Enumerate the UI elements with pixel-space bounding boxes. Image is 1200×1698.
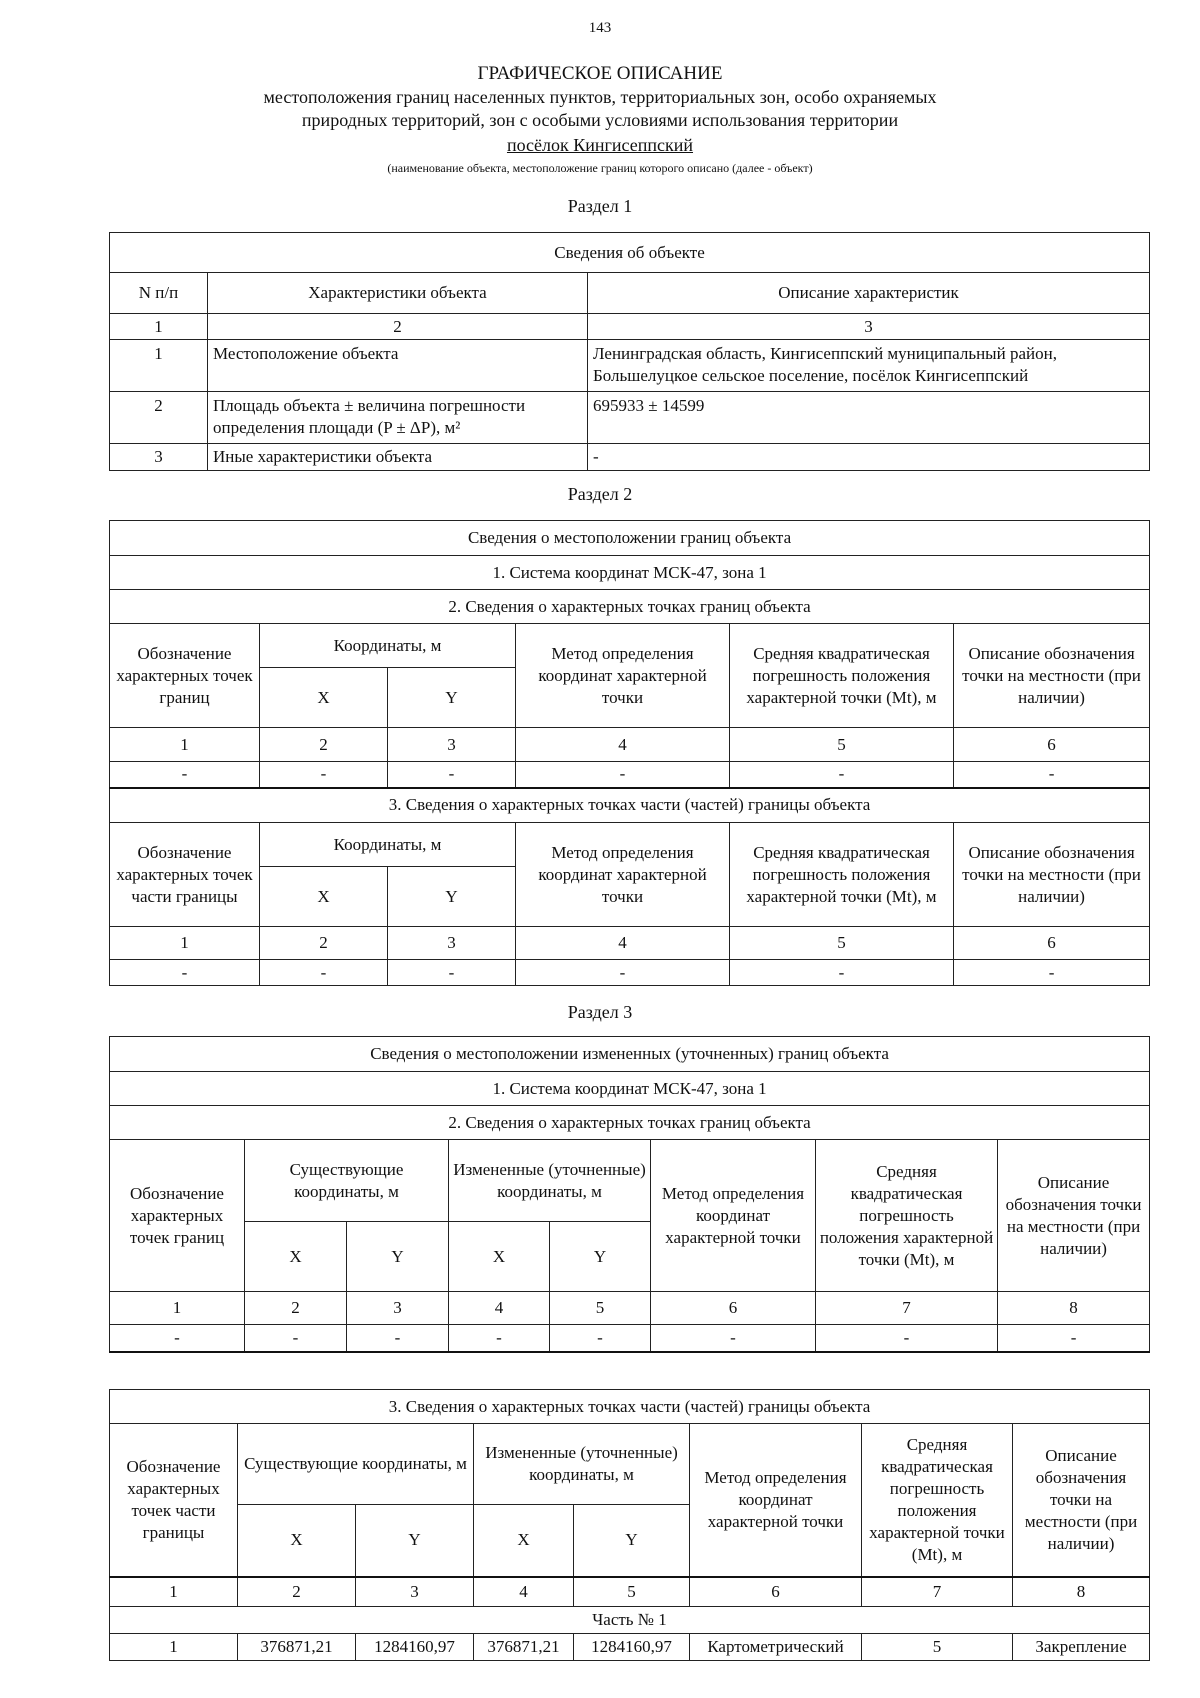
method-header: Метод определения координат характерной точки — [651, 1140, 816, 1292]
row-characteristic: Местоположение объекта — [208, 340, 588, 392]
column-number: 5 — [730, 728, 954, 762]
empty-cell: - — [550, 1325, 651, 1352]
column-number: 5 — [574, 1577, 690, 1607]
empty-cell: - — [516, 762, 730, 788]
column-number: 2 — [238, 1577, 356, 1607]
column-number: 6 — [651, 1292, 816, 1325]
changed-y: 1284160,97 — [574, 1634, 690, 1661]
column-number: 8 — [1013, 1577, 1150, 1607]
points-title: 2. Сведения о характерных точках границ объекта — [110, 1106, 1150, 1140]
document-header — [0, 62, 1200, 176]
x-header: X — [238, 1505, 356, 1577]
y-header: Y — [574, 1505, 690, 1577]
column-header: Описание характеристик — [588, 273, 1150, 314]
table-title: Сведения о местоположении измененных (уточненных) границ объекта — [110, 1037, 1150, 1072]
changed-coordinates-header: Измененные (уточненные) координаты, м — [474, 1424, 690, 1505]
designation-header: Обозначение характерных точек части границы — [110, 1424, 238, 1577]
row-description: Ленинградская область, Кингисеппский муниципальный район, Большелуцкое сельское поселение, посёлок Кингисеппский — [588, 340, 1150, 392]
empty-cell: - — [110, 762, 260, 788]
column-number: 4 — [474, 1577, 574, 1607]
method-value: Картометрический — [690, 1634, 862, 1661]
column-number: 3 — [356, 1577, 474, 1607]
empty-cell: - — [110, 1325, 245, 1352]
column-number: 4 — [516, 927, 730, 960]
object-note: (наименование объекта, местоположение границ которого описано (далее - объект) — [387, 161, 813, 175]
empty-cell: - — [449, 1325, 550, 1352]
page-number: 143 — [588, 20, 612, 36]
document-title: ГРАФИЧЕСКОЕ ОПИСАНИЕ — [477, 63, 723, 84]
changed-x: 376871,21 — [474, 1634, 574, 1661]
coordinates-header: Координаты, м — [260, 624, 516, 668]
parts-title: 3. Сведения о характерных точках части (частей) границы объекта — [110, 1390, 1150, 1424]
description-header: Описание обозначения точки на местности (при наличии) — [954, 624, 1150, 728]
column-number: 3 — [588, 314, 1150, 340]
row-description: - — [588, 444, 1150, 471]
section-1-label: Раздел 1 — [567, 196, 633, 216]
table-row — [110, 960, 1150, 986]
designation-header: Обозначение характерных точек части границы — [110, 823, 260, 927]
column-number: 2 — [245, 1292, 347, 1325]
column-number: 6 — [954, 728, 1150, 762]
column-header: N п/п — [110, 273, 208, 314]
column-number: 2 — [260, 728, 388, 762]
changed-boundary-table — [109, 1036, 1150, 1353]
column-number: 2 — [260, 927, 388, 960]
column-number: 7 — [816, 1292, 998, 1325]
column-number: 5 — [730, 927, 954, 960]
boundary-location-table — [109, 520, 1150, 986]
designation-header: Обозначение характерных точек границ — [110, 1140, 245, 1292]
parts-title: 3. Сведения о характерных точках части (частей) границы объекта — [110, 788, 1150, 823]
row-description: 695933 ± 14599 — [588, 392, 1150, 444]
changed-parts-table — [109, 1389, 1150, 1661]
x-header: X — [449, 1222, 550, 1292]
table-row — [110, 392, 1150, 444]
method-header: Метод определения координат характерной точки — [516, 624, 730, 728]
error-header: Средняя квадратическая погрешность положения характерной точки (Mt), м — [862, 1424, 1013, 1577]
row-characteristic: Иные характеристики объекта — [208, 444, 588, 471]
error-header: Средняя квадратическая погрешность положения характерной точки (Mt), м — [730, 624, 954, 728]
column-number: 1 — [110, 1577, 238, 1607]
empty-cell: - — [998, 1325, 1150, 1352]
column-number: 2 — [208, 314, 588, 340]
empty-cell: - — [388, 960, 516, 986]
existing-x: 376871,21 — [238, 1634, 356, 1661]
table-row — [110, 762, 1150, 788]
column-number: 3 — [347, 1292, 449, 1325]
empty-cell: - — [730, 762, 954, 788]
table-title: Сведения об объекте — [110, 233, 1150, 273]
x-header: X — [474, 1505, 574, 1577]
existing-y: 1284160,97 — [356, 1634, 474, 1661]
y-header: Y — [388, 668, 516, 728]
empty-cell: - — [260, 762, 388, 788]
empty-cell: - — [516, 960, 730, 986]
column-number: 1 — [110, 1292, 245, 1325]
existing-coordinates-header: Существующие координаты, м — [238, 1424, 474, 1505]
description-header: Описание обозначения точки на местности (при наличии) — [954, 823, 1150, 927]
part-label: Часть № 1 — [110, 1607, 1150, 1634]
y-header: Y — [550, 1222, 651, 1292]
table-row — [110, 1325, 1150, 1352]
section-2-label: Раздел 2 — [567, 484, 633, 504]
table-row — [110, 444, 1150, 471]
designation-header: Обозначение характерных точек границ — [110, 624, 260, 728]
column-number: 3 — [388, 728, 516, 762]
document-subtitle-line-2: природных территорий, зон с особыми условиями использования территории — [301, 110, 899, 130]
empty-cell: - — [260, 960, 388, 986]
y-header: Y — [356, 1505, 474, 1577]
empty-cell: - — [651, 1325, 816, 1352]
points-title: 2. Сведения о характерных точках границ объекта — [110, 590, 1150, 624]
empty-cell: - — [954, 762, 1150, 788]
row-characteristic: Площадь объекта ± величина погрешности определения площади (P ± ΔP), м² — [208, 392, 588, 444]
column-number: 3 — [388, 927, 516, 960]
changed-coordinates-header: Измененные (уточненные) координаты, м — [449, 1140, 651, 1222]
empty-cell: - — [245, 1325, 347, 1352]
section-3-label: Раздел 3 — [567, 1002, 633, 1022]
object-info-table — [109, 232, 1150, 471]
row-number: 3 — [110, 444, 208, 471]
table-row — [110, 1634, 1150, 1661]
column-number: 5 — [550, 1292, 651, 1325]
error-value: 5 — [862, 1634, 1013, 1661]
column-number: 1 — [110, 728, 260, 762]
coordinate-system: 1. Система координат МСК-47, зона 1 — [110, 1072, 1150, 1106]
empty-cell: - — [388, 762, 516, 788]
description-value: Закрепление — [1013, 1634, 1150, 1661]
row-number: 2 — [110, 392, 208, 444]
error-header: Средняя квадратическая погрешность положения характерной точки (Mt), м — [816, 1140, 998, 1292]
table-title: Сведения о местоположении границ объекта — [110, 521, 1150, 556]
empty-cell: - — [347, 1325, 449, 1352]
x-header: X — [260, 867, 388, 927]
error-header: Средняя квадратическая погрешность положения характерной точки (Mt), м — [730, 823, 954, 927]
column-number: 6 — [954, 927, 1150, 960]
document-subtitle-line-1: местоположения границ населенных пунктов, территориальных зон, особо охраняемых — [263, 87, 937, 107]
column-number: 8 — [998, 1292, 1150, 1325]
x-header: X — [245, 1222, 347, 1292]
table-row — [110, 340, 1150, 392]
description-header: Описание обозначения точки на местности (при наличии) — [1013, 1424, 1150, 1577]
empty-cell: - — [730, 960, 954, 986]
column-number: 1 — [110, 927, 260, 960]
empty-cell: - — [110, 960, 260, 986]
empty-cell: - — [954, 960, 1150, 986]
y-header: Y — [347, 1222, 449, 1292]
column-header: Характеристики объекта — [208, 273, 588, 314]
column-number: 1 — [110, 314, 208, 340]
point-number: 1 — [110, 1634, 238, 1661]
y-header: Y — [388, 867, 516, 927]
description-header: Описание обозначения точки на местности (при наличии) — [998, 1140, 1150, 1292]
column-number: 6 — [690, 1577, 862, 1607]
existing-coordinates-header: Существующие координаты, м — [245, 1140, 449, 1222]
empty-cell: - — [816, 1325, 998, 1352]
coordinates-header: Координаты, м — [260, 823, 516, 867]
coordinate-system: 1. Система координат МСК-47, зона 1 — [110, 556, 1150, 590]
column-number: 4 — [516, 728, 730, 762]
column-number: 4 — [449, 1292, 550, 1325]
object-name: посёлок Кингисеппский — [506, 135, 694, 155]
column-number: 7 — [862, 1577, 1013, 1607]
row-number: 1 — [110, 340, 208, 392]
method-header: Метод определения координат характерной точки — [690, 1424, 862, 1577]
method-header: Метод определения координат характерной точки — [516, 823, 730, 927]
x-header: X — [260, 668, 388, 728]
